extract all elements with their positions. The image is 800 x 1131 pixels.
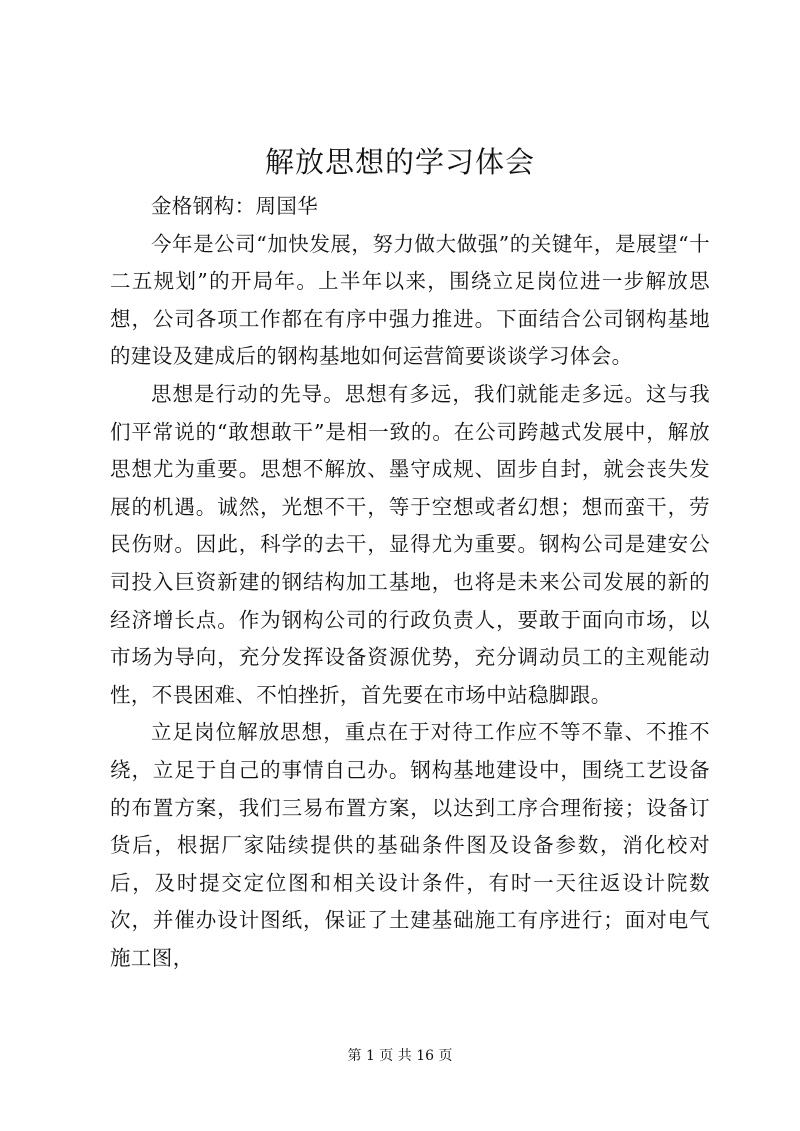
page-footer: 第 1 页 共 16 页 <box>347 1048 453 1064</box>
document-body <box>110 188 710 977</box>
paragraph: 思想是行动的先导。思想有多远，我们就能走多远。这与我们平常说的“敢想敢干”是相一致的。在公司跨越式发展中，解放思想尤为重要。思想不解放、墨守成规、固步自封，就会丧失发展的机遇。诚然，光想不干，等于空想或者幻想；想而蛮干，劳民伤财。因此，科学的去干，显得尤为重要。钢构公司是建安公司投入巨资新建的钢结构加工基地，也将是未来公司发展的新的经济增长点。作为钢构公司的行政负责人，要敢于面向市场，以市场为导向，充分发挥设备资源优势，充分调动员工的主观能动性，不畏困难、不怕挫折，首先要在市场中站稳脚跟。 <box>110 381 710 707</box>
author-line: 金格钢构：周国华 <box>151 194 319 218</box>
paragraph: 今年是公司“加快发展，努力做大做强”的关键年，是展望“十二五规划”的开局年。上半年以来，围绕立足岗位进一步解放思想，公司各项工作都在有序中强力推进。下面结合公司钢构基地的建设及建成后的钢构基地如何运营简要谈谈学习体会。 <box>110 231 710 369</box>
document-title: 解放思想的学习体会 <box>264 145 535 179</box>
paragraph: 立足岗位解放思想，重点在于对待工作应不等不靠、不推不绕，立足于自己的事情自己办。钢构基地建设中，围绕工艺设备的布置方案，我们三易布置方案，以达到工序合理衔接；设备订货后，根据厂家陆续提供的基础条件图及设备参数，消化校对后，及时提交定位图和相关设计条件，有时一天往返设计院数次，并催办设计图纸，保证了土建基础施工有序进行；面对电气施工图， <box>110 720 710 970</box>
